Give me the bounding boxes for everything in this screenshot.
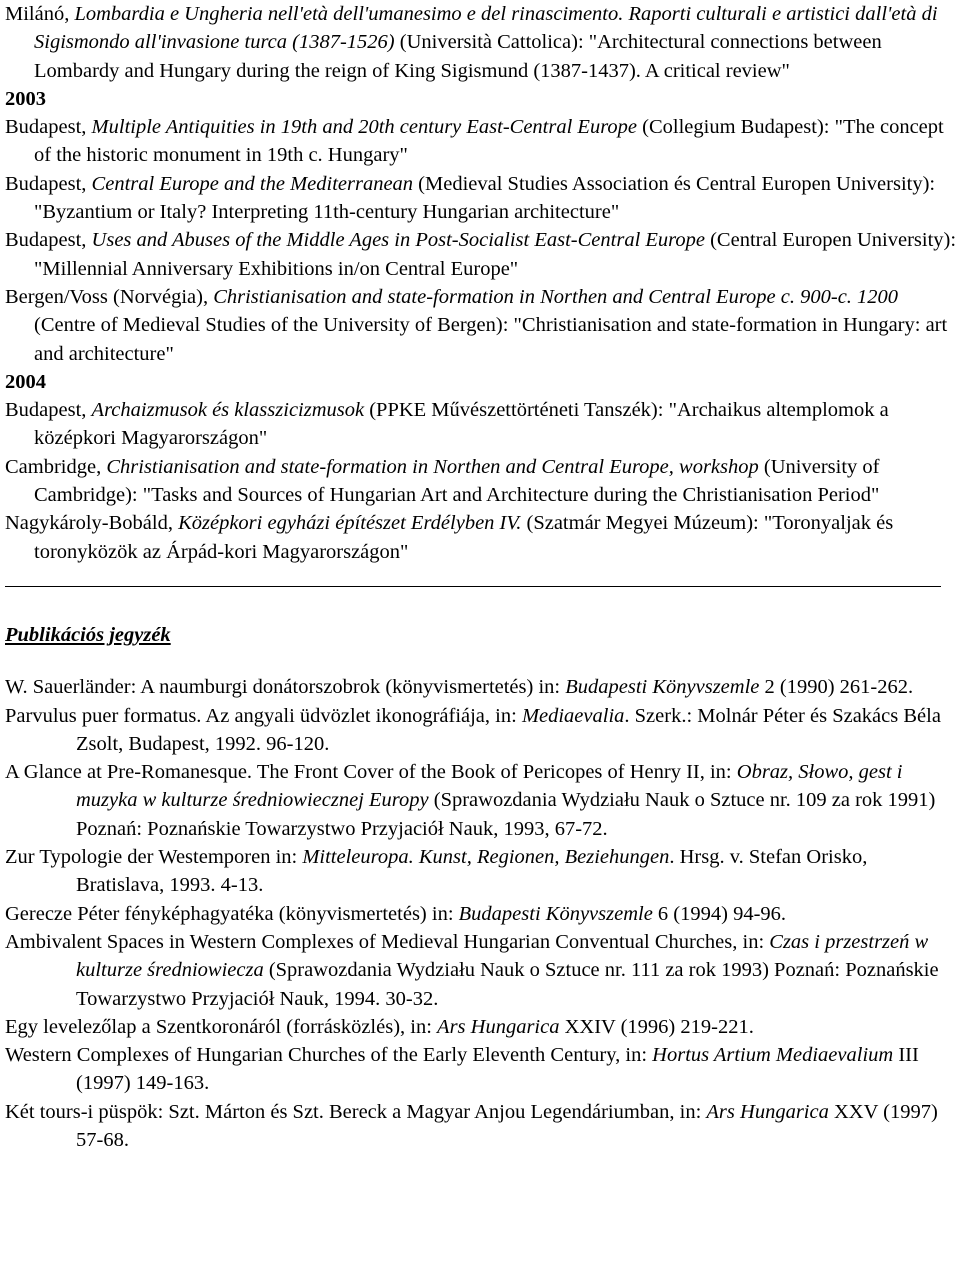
publications-list bbox=[5, 673, 958, 1154]
publication-venue: Czas i przestrzeń w kulturze średniowiecza bbox=[76, 930, 929, 982]
publication-entry: W. Sauerländer: A naumburgi donátorszobrok (könyvismertetés) in: Budapesti Könyvszemle 2 (1990) 261-262. bbox=[5, 676, 914, 699]
event-title: Multiple Antiquities in 19th and 20th century East-Central Europe bbox=[91, 116, 638, 139]
publication-entry: Western Complexes of Hungarian Churches of the Early Eleventh Century, in: Hortus Artium Mediaevalium III (1997) 149-163. bbox=[5, 1044, 919, 1095]
publication-entry: Két tours-i püspök: Szt. Márton és Szt. Bereck a Magyar Anjou Legendáriumban, in: Ars Hungarica XXV (1997) 57-68. bbox=[5, 1100, 938, 1151]
publication-entry: A Glance at Pre-Romanesque. The Front Cover of the Book of Pericopes of Henry II, in: Obraz, Słowo, gest i muzyka w kulturze średniowiecznej Europy (Sprawozdania Wydziału Nauk o Sztuce nr. 109 za rok 1991) Poznań: Poznańskie Towarzystwo Przyjaciół Nauk, 1993, 67-72. bbox=[5, 761, 936, 840]
publication-venue: Mediaevalia bbox=[521, 704, 625, 727]
publication-venue: Ars Hungarica bbox=[437, 1015, 560, 1038]
lecture-entry: Cambridge, Christianisation and state-formation in Northen and Central Europe, workshop (University of Cambridge): "Tasks and Sources of Hungarian Art and Architecture during the Christianisation Period" bbox=[5, 455, 880, 507]
lecture-entry: Bergen/Voss (Norvégia), Christianisation and state-formation in Northen and Central Europe c. 900-c. 1200 (Centre of Medieval Studies of the University of Bergen): "Christianisation and state-formation in Hungary: art and architecture" bbox=[5, 285, 948, 365]
event-title: Uses and Abuses of the Middle Ages in Post-Socialist East-Central Europe bbox=[91, 229, 705, 252]
publication-venue: Mitteleuropa. Kunst, Regionen, Beziehungen bbox=[302, 846, 670, 869]
lecture-entry: Budapest, Multiple Antiquities in 19th and 20th century East-Central Europe (Collegium Budapest): "The concept of the historic monument in 19th c. Hungary" bbox=[5, 116, 944, 167]
lecture-entry: Budapest, Uses and Abuses of the Middle Ages in Post-Socialist East-Central Europe (Central Europen University): "Millennial Anniversary Exhibitions in/on Central Europe" bbox=[5, 229, 957, 280]
lecture-entry: Nagykároly-Bobáld, Középkori egyházi építészet Erdélyben IV. (Szatmár Megyei Múzeum): "Toronyaljak és toronyközök az Árpád-kori Magyarországon" bbox=[5, 512, 894, 563]
publication-entry: Parvulus puer formatus. Az angyali üdvözlet ikonográfiája, in: Mediaevalia. Szerk.: Molnár Péter és Szakács Béla Zsolt, Budapest, 1992. 96-120. bbox=[5, 704, 941, 755]
year-heading-2003: 2003 bbox=[5, 87, 46, 110]
event-title: Középkori egyházi építészet Erdélyben IV. bbox=[178, 512, 522, 535]
lecture-entry: Budapest, Archaizmusok és klasszicizmusok (PPKE Művészettörténeti Tanszék): "Archaikus altemplomok a középkori Magyarországon" bbox=[5, 399, 889, 450]
lecture-entry-milano: Milánó, Lombardia e Ungheria nell'età dell'umanesimo e del rinascimento. Raporti culturali e artistici dall'età di Sigismondo all'invasione turca (1387-1526) (Università Cattolica): "Architectural connections between Lombardy and Hungary during the reign of King Sigismund (1387-1437). A critical review" bbox=[5, 3, 938, 82]
event-title: Central Europe and the Mediterranean bbox=[91, 172, 414, 195]
event-title: Christianisation and state-formation in Northen and Central Europe c. 900-c. 1200 bbox=[213, 285, 899, 308]
publication-entry: Ambivalent Spaces in Western Complexes of Medieval Hungarian Conventual Churches, in: Czas i przestrzeń w kulturze średniowiecza (Sprawozdania Wydziału Nauk o Sztuce nr. 111 za rok 1993) Poznań: Poznańskie Towarzystwo Przyjaciół Nauk, 1994. 30-32. bbox=[5, 930, 939, 1010]
lectures-section bbox=[5, 0, 958, 566]
publication-venue: Budapesti Könyvszemle bbox=[458, 902, 653, 925]
publication-entry: Gerecze Péter fényképhagyatéka (könyvismertetés) in: Budapesti Könyvszemle 6 (1994) 94-96. bbox=[5, 902, 787, 925]
publication-entry: Egy levelezőlap a Szentkoronáról (forrásközlés), in: Ars Hungarica XXIV (1996) 219-221. bbox=[5, 1015, 754, 1038]
publication-venue: Obraz, Słowo, gest i muzyka w kulturze średniowiecznej Europy bbox=[76, 761, 903, 812]
publication-entry: Zur Typologie der Westemporen in: Mitteleuropa. Kunst, Regionen, Beziehungen. Hrsg. v. Stefan Orisko, Bratislava, 1993. 4-13. bbox=[5, 846, 868, 897]
section-divider bbox=[5, 586, 941, 587]
event-title: Lombardia e Ungheria nell'età dell'umanesimo e del rinascimento. Raporti culturali e artistici dall'età di Sigismondo all'invasione turca (1387-1526) bbox=[34, 3, 938, 54]
year-heading-2004: 2004 bbox=[5, 370, 46, 393]
publication-venue: Budapesti Könyvszemle bbox=[565, 676, 760, 699]
publication-venue: Hortus Artium Mediaevalium bbox=[652, 1044, 894, 1067]
lecture-entry: Budapest, Central Europe and the Mediterranean (Medieval Studies Association és Central Europen University): "Byzantium or Italy? Interpreting 11th-century Hungarian architecture" bbox=[5, 172, 936, 224]
event-title: Christianisation and state-formation in Northen and Central Europe, workshop bbox=[106, 455, 759, 478]
publication-venue: Ars Hungarica bbox=[706, 1100, 829, 1123]
event-title: Archaizmusok és klasszicizmusok bbox=[91, 399, 365, 422]
publications-heading: Publikációs jegyzék bbox=[5, 623, 171, 646]
